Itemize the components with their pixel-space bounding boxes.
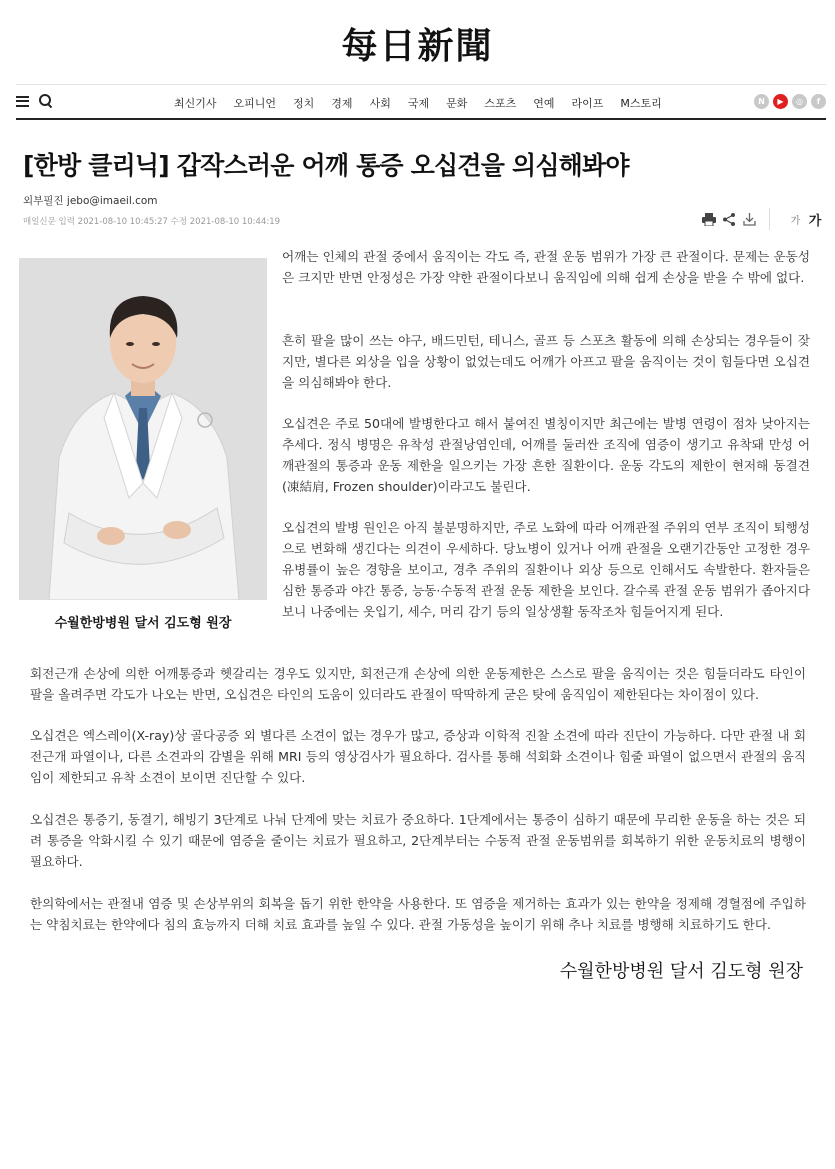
nav-item-society[interactable]: 사회: [369, 97, 391, 110]
author-signature: 수월한방병원 달서 김도형 원장: [559, 961, 803, 982]
article-paragraph: 어깨는 인체의 관절 중에서 움직이는 각도 즉, 관절 운동 범위가 가장 큰 관절이다. 문제는 운동성은 크지만 반면 안정성은 가장 약한 관절이다보니 움직임에 의해 쉽게 손상을 받을 수 밖에 없다.: [282, 249, 810, 285]
doctor-portrait-image: [19, 258, 267, 600]
font-increase-button[interactable]: 가: [808, 213, 822, 229]
instagram-icon[interactable]: ◎: [792, 94, 807, 109]
article-paragraph: 오십견은 주로 50대에 발병한다고 해서 붙여진 별칭이지만 최근에는 발병 연령이 점차 낮아지는 추세다. 정식 병명은 유착성 관절낭염인데, 어깨를 둘러싼 조직에 염증이 생기고 유착돼 만성 어깨관절의 통증과 운동 제한을 일으키는 가장 흔한 질환이다. 운동 각도의 제한이 현저해 동결견(凍結肩, Frozen shoulder)이라고도 불린다.: [282, 416, 810, 494]
share-button[interactable]: [719, 208, 739, 230]
article-tools: [699, 208, 825, 230]
section-menu: [174, 95, 679, 111]
article-byline[interactable]: 외부필진 jebo@imaeil.com: [23, 195, 158, 207]
nav-utilities: [16, 94, 53, 108]
search-icon[interactable]: [39, 94, 53, 108]
article-photo: [19, 258, 267, 600]
nav-item-sports[interactable]: 스포츠: [484, 97, 517, 110]
article-title: [한방 클리닉] 갑작스러운 어깨 통증 오십견을 의심해봐야: [23, 151, 629, 180]
photo-caption: 수월한방병원 달서 김도형 원장: [54, 616, 232, 631]
nav-item-culture[interactable]: 문화: [446, 97, 468, 110]
youtube-icon[interactable]: ▶: [773, 94, 788, 109]
print-button[interactable]: [699, 208, 719, 230]
nav-item-mstory[interactable]: M스토리: [620, 97, 662, 110]
nav-item-opinion[interactable]: 오피니언: [233, 97, 277, 110]
nav-item-international[interactable]: 국제: [407, 97, 430, 110]
nav-item-politics[interactable]: 정치: [293, 97, 315, 110]
social-links: [754, 94, 826, 109]
download-button[interactable]: [739, 208, 759, 230]
article-paragraph: 오십견의 발병 원인은 아직 불분명하지만, 주로 노화에 따라 어깨관절 주위의 연부 조직이 퇴행성으로 변화해 생긴다는 의견이 우세하다. 당뇨병이 있거나 어깨 관절을 오랜기간동안 고정한 경우 유병률이 높은 경향을 보이고, 경추 주위의 질환이나 외상 등으로 인해서도 속발한다. 환자들은 심한 통증과 야간 통증, 능동·수동적 관절 운동 제한을 보인다. 갈수록 관절 운동 범위가 좁아지다보니 나중에는 옷입기, 세수, 머리 감기 등의 일상생활 동작조차 힘들어지게 된다.: [282, 520, 810, 619]
article-paragraph: 한의학에서는 관절내 염증 및 손상부위의 회복을 돕기 위한 한약을 사용한다. 또 염증을 제거하는 효과가 있는 한약을 정제해 경혈점에 주입하는 약침치료는 한약에다 침의 효능까지 더해 치료 효과를 높일 수 있다. 관절 가동성을 높이기 위해 추나 치료를 병행해 치료하기도 한다.: [30, 896, 806, 932]
top-navigation: [16, 84, 826, 120]
nav-item-life[interactable]: 라이프: [571, 97, 604, 110]
article-paragraph: 회전근개 손상에 의한 어깨통증과 헷갈리는 경우도 있지만, 회전근개 손상에 의한 운동제한은 스스로 팔을 움직이는 것은 힘들더라도 타인이 팔을 올려주면 각도가 나오는 반면, 오십견은 타인의 도움이 있더라도 관절이 딱딱하게 굳은 탓에 움직임이 제한된다는 차이점이 있다.: [30, 666, 806, 702]
share-icon: [723, 213, 735, 226]
site-logo[interactable]: 每日新聞: [341, 25, 494, 67]
download-icon: [743, 213, 756, 226]
nav-item-entertainment[interactable]: 연예: [533, 97, 555, 110]
article-dates: 매일신문 입력 2021-08-10 10:45:27 수정 2021-08-10 10:44:19: [23, 217, 281, 227]
article-paragraph: 흔히 팔을 많이 쓰는 야구, 배드민턴, 테니스, 골프 등 스포츠 활동에 의해 손상되는 경우들이 잦지만, 별다른 외상을 입을 상황이 없었는데도 어깨가 아프고 팔을 움직이는 것이 힘들다면 오십견을 의심해봐야 한다.: [282, 333, 810, 390]
menu-icon[interactable]: [16, 96, 29, 107]
article-paragraph: 오십견은 통증기, 동결기, 해빙기 3단계로 나눠 단계에 맞는 치료가 중요하다. 1단계에서는 통증이 심하기 때문에 무리한 운동을 하는 것은 되려 통증을 악화시킬 수 있기 때문에 염증을 줄이는 치료가 필요하고, 2단계부터는 수동적 관절 운동범위를 회복하기 위한 운동치료의 병행이 필요하다.: [30, 812, 806, 869]
nav-item-economy[interactable]: 경제: [331, 97, 353, 110]
facebook-icon[interactable]: f: [811, 94, 826, 109]
naver-icon[interactable]: N: [754, 94, 769, 109]
nav-item-latest[interactable]: 최신기사: [174, 97, 217, 110]
print-icon: [702, 213, 716, 226]
font-decrease-button[interactable]: 가: [769, 208, 805, 230]
article-paragraph: 오십견은 엑스레이(X-ray)상 골다공증 외 별다른 소견이 없는 경우가 많고, 증상과 이학적 진찰 소견에 따라 진단이 가능하다. 다만 관절 내 회전근개 파열이나, 다른 소견과의 감별을 위해 MRI 등의 영상검사가 필요하다. 검사를 통해 석회화 소견이나 힘줄 파열이 없으면서 관절의 움직임이 제한되고 유착 소견이 보이면 진단할 수 있다.: [30, 728, 806, 785]
